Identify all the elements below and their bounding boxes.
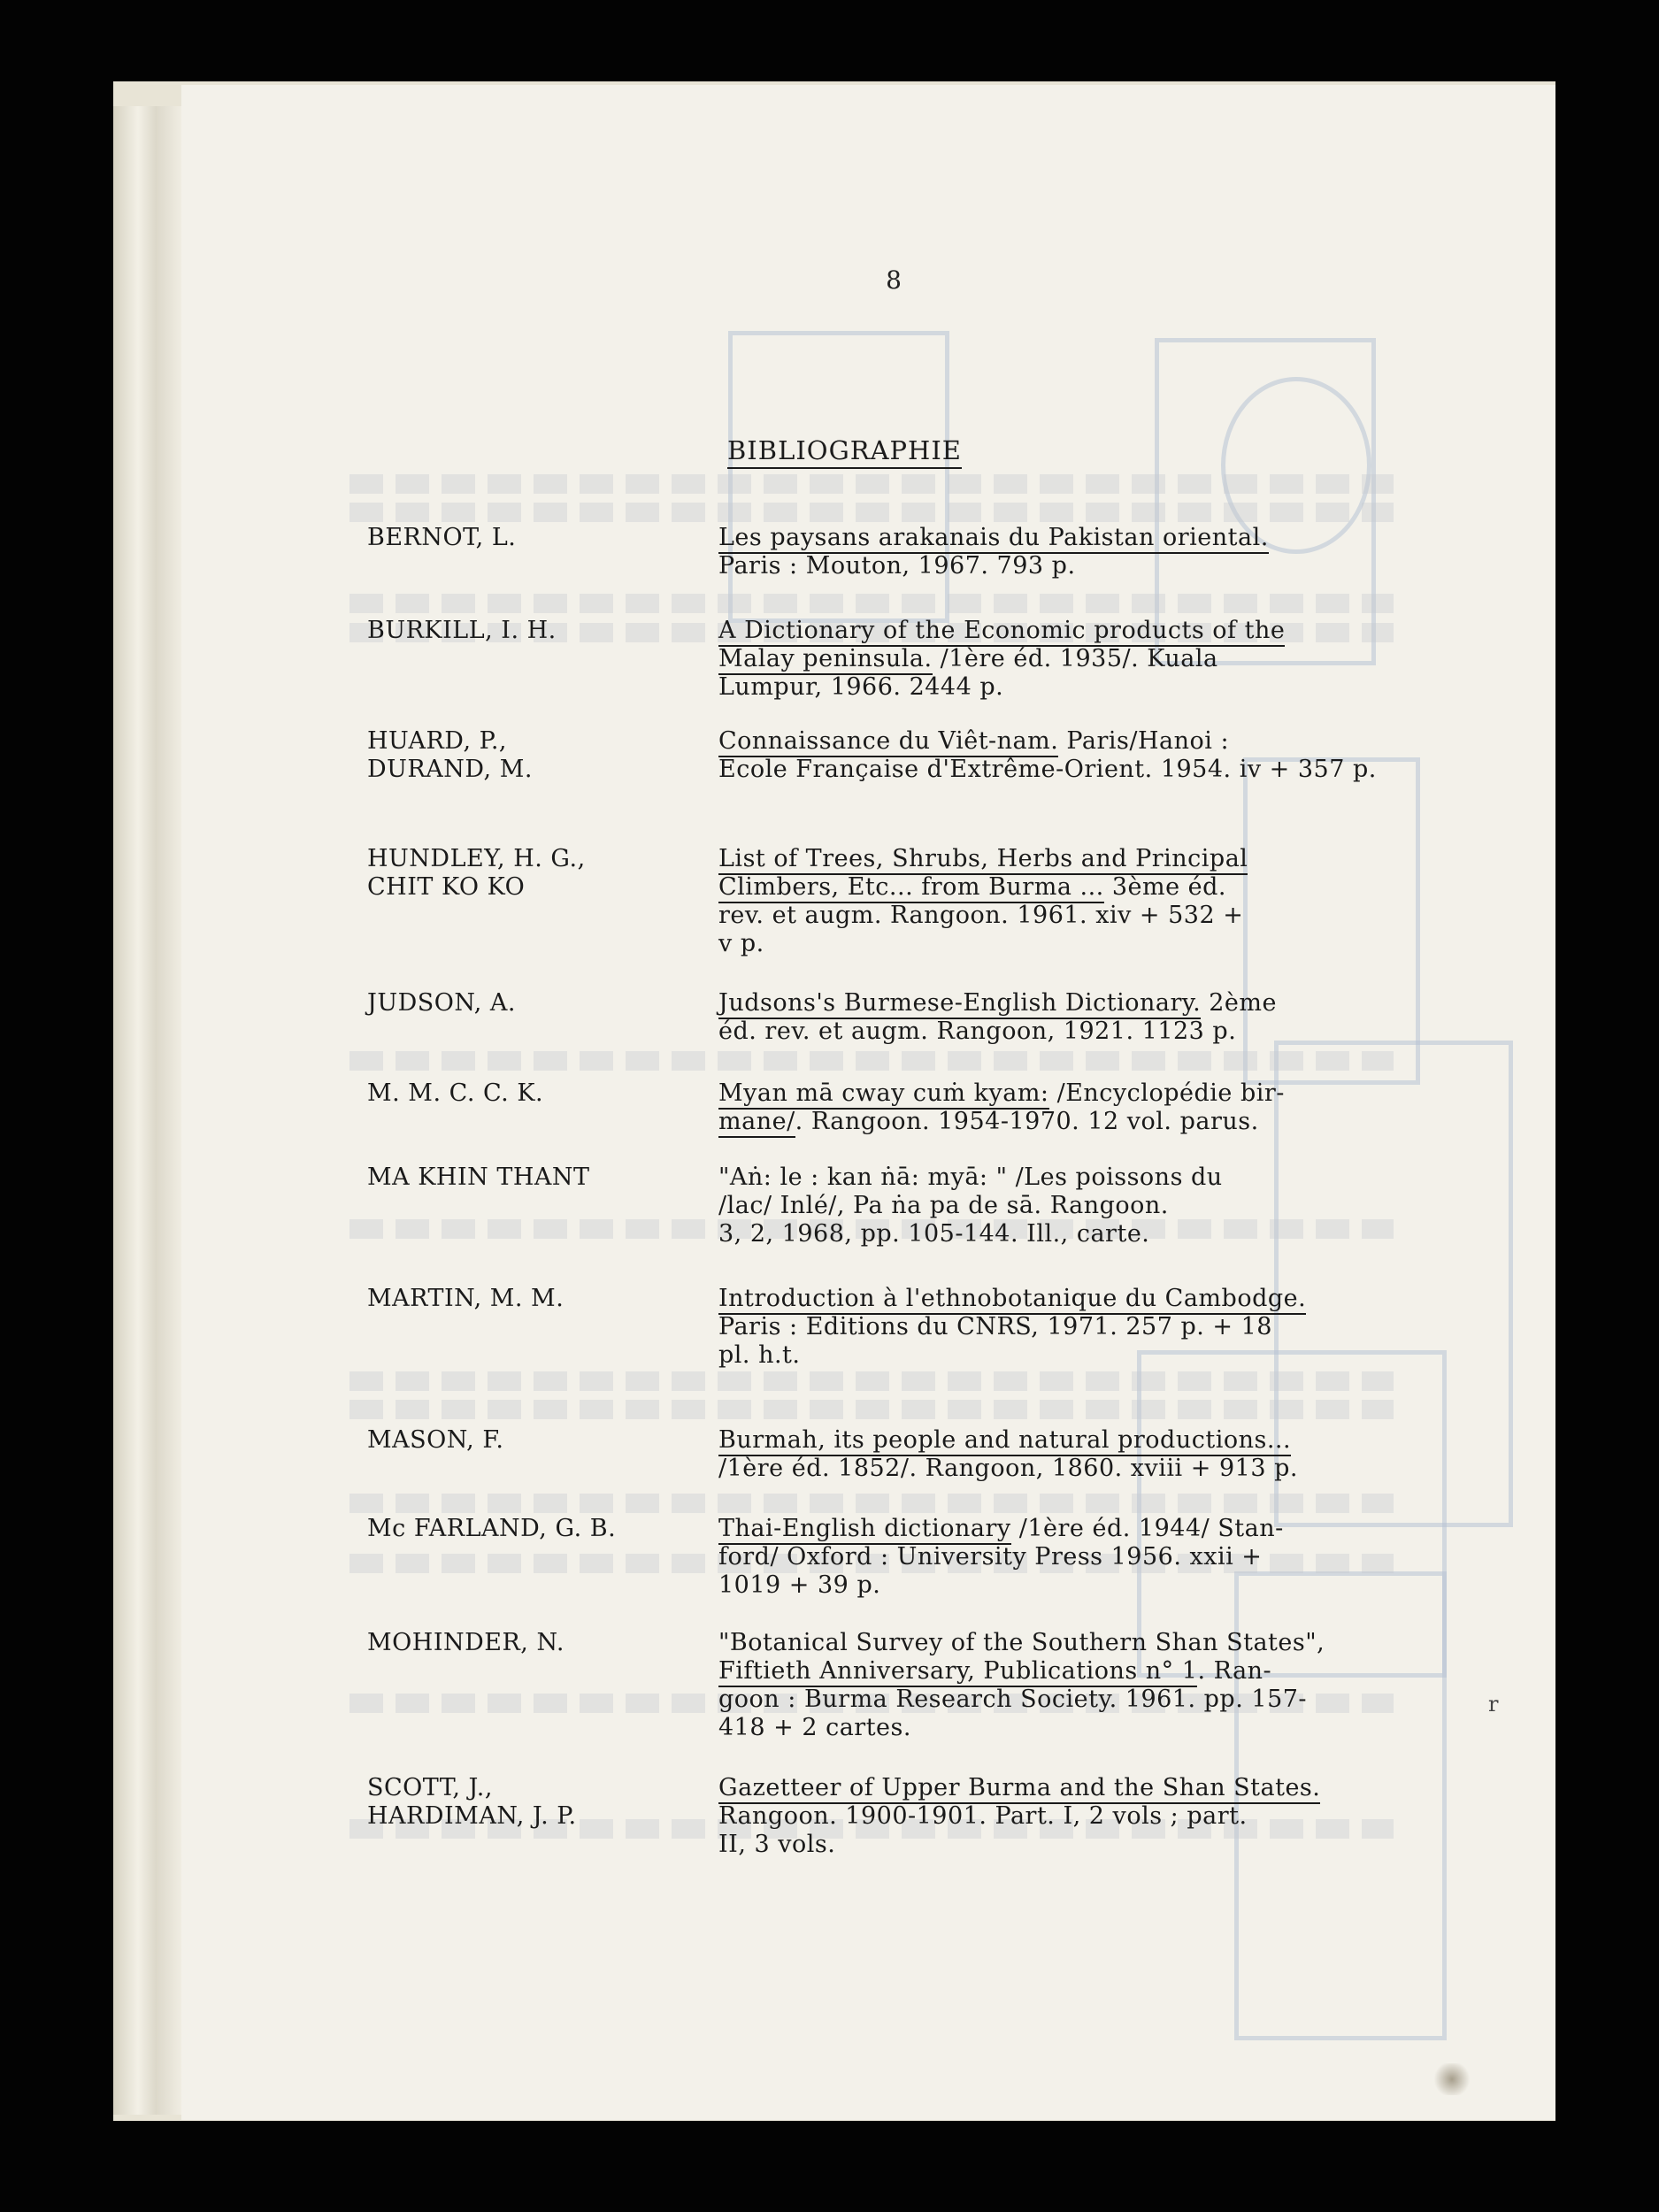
reference-line	[718, 1802, 1435, 1831]
reference-line	[718, 1657, 1435, 1686]
reference-text: II, 3 vols.	[718, 1831, 836, 1858]
reference-line	[718, 1543, 1435, 1571]
reference-title: A Dictionary of the Economic products of the	[718, 617, 1285, 647]
reference-title: Thai-English dictionary	[718, 1515, 1011, 1545]
reference-line	[718, 1285, 1435, 1313]
entry-reference	[718, 727, 1435, 784]
reference-title: Burmah, its people and natural productions...	[718, 1426, 1291, 1456]
entry-author: MA KHIN THANT	[367, 1164, 590, 1191]
reference-line	[718, 645, 1435, 673]
reference-line	[718, 1774, 1435, 1802]
reference-text: Paris/Hanoi :	[1058, 727, 1230, 755]
reference-line	[718, 1714, 1435, 1742]
reference-title: List of Trees, Shrubs, Herbs and Principal	[718, 845, 1248, 875]
reference-text: 3, 2, 1968, pp. 105-144. Ill., carte.	[718, 1220, 1150, 1248]
reference-text: "Aṅ: le : kan ṅā: myā: " /Les poissons du	[718, 1164, 1223, 1191]
reference-line	[718, 930, 1435, 958]
entry-author: Mc FARLAND, G. B.	[367, 1515, 617, 1542]
entry-author: MOHINDER, N.	[367, 1629, 565, 1656]
reference-text: goon : Burma Research Society. 1961. pp. 157-	[718, 1686, 1308, 1713]
entry-author: MASON, F.	[367, 1426, 504, 1454]
reference-text: . Rangoon. 1954-1970. 12 vol. parus.	[795, 1108, 1259, 1135]
entry-author: M. M. C. C. K.	[367, 1079, 544, 1107]
page-stain	[1432, 2063, 1472, 2095]
reference-title: Introduction à l'ethnobotanique du Cambodge.	[718, 1285, 1306, 1315]
reference-line	[718, 552, 1435, 580]
entry-reference	[718, 1515, 1435, 1600]
entry-reference	[718, 989, 1435, 1046]
reference-line	[718, 1455, 1435, 1483]
reference-line	[718, 1079, 1435, 1108]
entry-reference	[718, 1774, 1435, 1859]
reference-text: 3ème éd.	[1103, 873, 1226, 901]
reference-title: Judsons's Burmese-English Dictionary.	[718, 989, 1201, 1019]
reference-line	[718, 902, 1435, 930]
margin-mark: r	[1488, 1692, 1499, 1717]
reference-text: Paris : Editions du CNRS, 1971. 257 p. + 18	[718, 1313, 1272, 1340]
reference-line	[718, 1341, 1435, 1370]
reference-text: ford/ Oxford : University Press 1956. xxii +	[718, 1543, 1263, 1571]
reference-line	[718, 1164, 1435, 1192]
entry-author: MARTIN, M. M.	[367, 1285, 565, 1312]
reference-text: Paris : Mouton, 1967. 793 p.	[718, 552, 1076, 580]
entry-author: JUDSON, A.	[367, 989, 517, 1017]
reference-line	[718, 673, 1435, 702]
reference-line	[718, 1220, 1435, 1248]
reference-line	[718, 1426, 1435, 1455]
page-number: 8	[886, 265, 902, 295]
reference-title: Les paysans arakanais du Pakistan oriental.	[718, 524, 1269, 554]
reference-title: Fiftieth Anniversary, Publications n° 1	[718, 1657, 1197, 1687]
reference-line	[718, 756, 1435, 784]
reference-line	[718, 1686, 1435, 1714]
reference-text: "Botanical Survey of the Southern Shan States",	[718, 1629, 1325, 1656]
reference-text: /Encyclopédie bir-	[1048, 1079, 1285, 1107]
reference-line	[718, 1831, 1435, 1859]
reference-title: mane/	[718, 1108, 795, 1138]
reference-line	[718, 1629, 1435, 1657]
reference-line	[718, 727, 1435, 756]
reference-text: /1ère éd. 1852/. Rangoon, 1860. xviii + 913 p.	[718, 1455, 1298, 1482]
entry-author: SCOTT, J., HARDIMAN, J. P.	[367, 1774, 577, 1830]
reference-text: Ecole Française d'Extrême-Orient. 1954. iv + 357 p.	[718, 756, 1377, 783]
reference-text: Lumpur, 1966. 2444 p.	[718, 673, 1004, 701]
reference-text: /1ère éd. 1935/. Kuala	[932, 645, 1218, 672]
reference-line	[718, 989, 1435, 1018]
reference-title: Connaissance du Viêt-nam.	[718, 727, 1058, 757]
reference-text: 2ème	[1201, 989, 1277, 1017]
entry-author: BERNOT, L.	[367, 524, 517, 551]
reference-title: Malay peninsula.	[718, 645, 933, 675]
reference-text: /lac/ Inlé/, Pa ṅa pa de sā. Rangoon.	[718, 1192, 1169, 1219]
entry-reference	[718, 1426, 1435, 1483]
entry-author: HUNDLEY, H. G., CHIT KO KO	[367, 845, 586, 901]
reference-line	[718, 1018, 1435, 1046]
reference-text: 418 + 2 cartes.	[718, 1714, 911, 1741]
reference-line	[718, 1515, 1435, 1543]
page-title: BIBLIOGRAPHIE	[727, 435, 962, 469]
reference-line	[718, 1571, 1435, 1600]
reference-line	[718, 1313, 1435, 1341]
entry-reference	[718, 1629, 1435, 1742]
reference-line	[718, 524, 1435, 552]
reference-text: . Ran-	[1197, 1657, 1272, 1685]
reference-line	[718, 617, 1435, 645]
page-edges	[113, 106, 184, 2115]
reference-text: /1ère éd. 1944/ Stan-	[1010, 1515, 1284, 1542]
entry-reference	[718, 1164, 1435, 1248]
reference-title: Climbers, Etc... from Burma ...	[718, 873, 1104, 903]
entry-reference	[718, 1285, 1435, 1370]
reference-title: Gazetteer of Upper Burma and the Shan States.	[718, 1774, 1320, 1804]
entry-author: HUARD, P., DURAND, M.	[367, 727, 533, 783]
reference-text: rev. et augm. Rangoon. 1961. xiv + 532 +	[718, 902, 1244, 929]
reference-title: Myan mā cway cuṁ kyam:	[718, 1079, 1049, 1110]
reference-line	[718, 1108, 1435, 1136]
reference-text: Rangoon. 1900-1901. Part. I, 2 vols ; part.	[718, 1802, 1248, 1830]
reference-line	[718, 845, 1435, 873]
reference-line	[718, 873, 1435, 902]
entry-reference	[718, 524, 1435, 580]
reference-text: v p.	[718, 930, 764, 957]
entry-author: BURKILL, I. H.	[367, 617, 557, 644]
entry-reference	[718, 845, 1435, 958]
reference-text: éd. rev. et augm. Rangoon, 1921. 1123 p.	[718, 1018, 1237, 1045]
reference-text: pl. h.t.	[718, 1341, 801, 1369]
entry-reference	[718, 617, 1435, 702]
reference-text: 1019 + 39 p.	[718, 1571, 881, 1599]
reference-line	[718, 1192, 1435, 1220]
entry-reference	[718, 1079, 1435, 1136]
